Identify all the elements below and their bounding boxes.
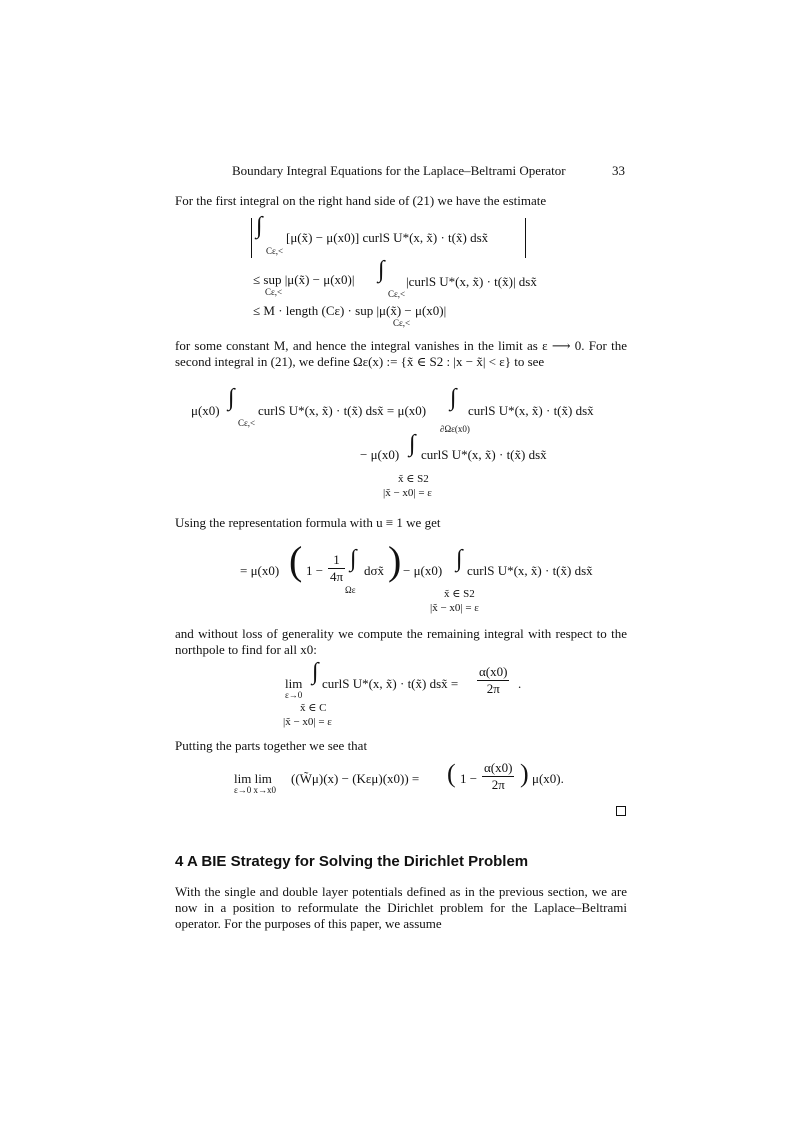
cond-in-c: x̃ ∈ C [300, 702, 327, 714]
eq2-line2: − μ(x0) [360, 447, 400, 462]
eq4-frac [477, 664, 509, 697]
qed-box [616, 806, 626, 816]
eq2-rhs: curlS U*(x, x̃) · t(x̃) dsx̃ [468, 403, 594, 418]
eq3-d: curlS U*(x, x̃) · t(x̃) dsx̃ [467, 563, 593, 578]
one: 1 − [306, 563, 324, 578]
paragraph-6: With the single and double layer potentials defined as in the previous section, we are now in a position to reformulate the Dirichlet problem for the Laplace–Beltrami operator. For the purposes of this paper, we assume [175, 884, 627, 931]
integral-sign: ∫ [450, 385, 457, 411]
cond-in-s2: x̃ ∈ S2 [444, 588, 475, 600]
eq5-tail: μ(x0). [532, 771, 564, 786]
integral-sign: ∫ [312, 659, 319, 685]
eq1-line3-sub: Cε,< [393, 318, 411, 328]
eq5-lims-sub: ε→0 x→x0 [234, 785, 277, 795]
paragraph-2: for some constant M, and hence the integral vanishes in the limit as ε ⟶ 0. For the second integral in (21), we define Ωε(x) := {x̃ ∈ S2 : |x − x̃| < ε} to see [175, 338, 627, 369]
paren-left: ( [447, 759, 456, 788]
integral-sign: ∫ [228, 385, 235, 411]
eq5-num: α(x0) [484, 760, 513, 775]
integral-sign: ∫ [378, 257, 385, 283]
eq2-mid: curlS U*(x, x̃) · t(x̃) dsx̃ = μ(x0) [258, 403, 427, 418]
integral-sign: ∫ [256, 213, 263, 239]
cond-dist: |x̃ − x0| = ε [430, 602, 479, 614]
paragraph-1: For the first integral on the right hand side of (21) we have the estimate [175, 193, 547, 208]
eq1-line1: [μ(x̃) − μ(x0)] curlS U*(x, x̃) · t(x̃) dsx̃ [286, 230, 489, 245]
eq4-num: α(x0) [479, 664, 508, 679]
eq1-line2-intsub: Cε,< [388, 289, 406, 299]
eq5-den: 2π [491, 776, 505, 792]
eq2-line2b: curlS U*(x, x̃) · t(x̃) dsx̃ [421, 447, 547, 462]
integral-sign: ∫ [409, 431, 416, 457]
cond-dist: |x̃ − x0| = ε [283, 716, 332, 728]
paren-right: ) [520, 759, 529, 788]
eq3-sub: Ωε [345, 585, 356, 595]
eq1-line3: ≤ M · length (Cε) · sup |μ(x̃) − μ(x0)| [253, 303, 447, 318]
eq4-body: curlS U*(x, x̃) · t(x̃) dsx̃ = [322, 676, 459, 691]
eq1-line2-sub: Cε,< [265, 287, 283, 297]
paragraph-3: Using the representation formula with u ≡ 1 we get [175, 515, 441, 530]
paragraph-4: and without loss of generality we compute the remaining integral with respect to the northpole to find for all x0: [175, 626, 627, 657]
one-minus: 1 − [460, 771, 478, 786]
paragraph-5: Putting the parts together we see that [175, 738, 368, 753]
section-heading: 4 A BIE Strategy for Solving the Dirichlet Problem [175, 853, 529, 870]
eq3-a: = μ(x0) [240, 563, 280, 578]
frac-1-4pi: $\frac{1}{4\pi}$ [330, 552, 344, 584]
eq5-frac [482, 760, 514, 793]
period: . [518, 676, 522, 691]
eq2-sub-omega: ∂Ωε(x0) [440, 424, 470, 434]
integral-sign: ∫ [456, 546, 463, 572]
eq1-line2a: ≤ sup |μ(x̃) − μ(x0)| [253, 272, 355, 287]
cond-in-s2: x̃ ∈ S2 [398, 473, 429, 485]
abs-bar-left [251, 218, 252, 258]
eq1-line2b: |curlS U*(x, x̃) · t(x̃)| dsx̃ [406, 274, 537, 289]
eq1-subscript: Cε,< [266, 246, 284, 256]
eq3-b: dσx̃ [364, 563, 385, 578]
abs-bar-right [525, 218, 526, 258]
eq2-lhs: μ(x0) [191, 403, 220, 418]
eq2-sub: Cε,< [238, 418, 256, 428]
integral-sign: ∫ [350, 546, 357, 572]
eq4-lim-sub: ε→0 [285, 690, 303, 700]
eq4-lim: lim [285, 676, 303, 691]
eq5-lims: lim lim [234, 771, 272, 786]
eq4-den: 2π [486, 680, 500, 696]
cond-dist: |x̃ − x0| = ε [383, 487, 432, 499]
big-paren-right: ) [388, 538, 402, 583]
eq5-body: ((W̃μ)(x) − (Kεμ)(x0)) = [291, 771, 420, 786]
running-title: Boundary Integral Equations for the Laplace–Beltrami Operator [232, 163, 566, 178]
big-paren-left: ( [289, 538, 303, 583]
eq3-c: − μ(x0) [403, 563, 443, 578]
page-number: 33 [612, 163, 625, 178]
